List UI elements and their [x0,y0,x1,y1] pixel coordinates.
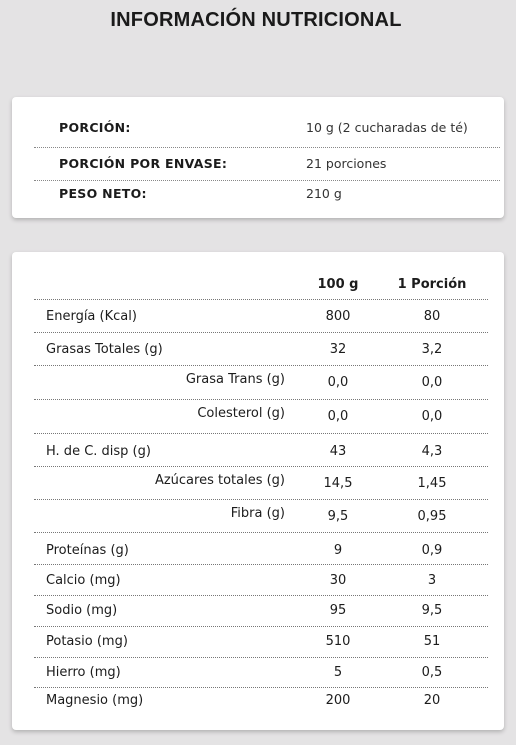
serving-row-per-package [34,147,500,181]
value-100g: 800 [325,309,351,324]
nutrient-label: Azúcares totales (g) [154,473,285,488]
value-portion: 51 [423,634,441,649]
separator [34,433,488,434]
separator [34,687,488,688]
separator [34,564,488,565]
value-100g: 0,0 [327,375,349,390]
value-100g: 32 [329,342,347,357]
value-100g: 30 [329,573,347,588]
serving-value: 21 porciones [306,156,387,171]
separator [34,532,488,533]
value-100g: 9 [333,543,343,558]
value-portion: 20 [423,693,441,708]
separator [34,332,488,333]
value-portion: 1,45 [417,476,447,491]
value-portion: 0,5 [421,665,443,680]
nutrient-label: Magnesio (mg) [46,693,144,708]
serving-row-net-weight [34,177,500,211]
separator [34,399,488,400]
separator [34,626,488,627]
value-100g: 9,5 [327,509,349,524]
separator [34,299,488,300]
value-100g: 14,5 [323,476,353,491]
serving-label: PORCIÓN: [59,120,131,135]
column-header-100g: 100 g [317,277,359,292]
value-portion: 4,3 [421,444,443,459]
page-title: INFORMACIÓN NUTRICIONAL [110,9,402,31]
value-100g: 43 [329,444,347,459]
value-portion: 0,95 [417,509,447,524]
serving-value: 10 g (2 cucharadas de té) [306,120,468,135]
value-100g: 510 [325,634,351,649]
separator [34,499,488,500]
value-portion: 0,9 [421,543,443,558]
value-100g: 200 [325,693,351,708]
separator [34,466,488,467]
serving-label: PESO NETO: [59,186,147,201]
column-header-portion: 1 Porción [397,277,467,292]
value-100g: 95 [329,603,347,618]
separator [34,657,488,658]
value-100g: 5 [333,665,343,680]
nutrient-label: H. de C. disp (g) [46,444,151,459]
nutrient-label: Hierro (mg) [46,665,121,680]
nutrient-label: Potasio (mg) [46,634,128,649]
value-portion: 0,0 [421,409,443,424]
nutrient-label: Energía (Kcal) [46,309,137,324]
nutrient-label: Colesterol (g) [197,406,285,421]
serving-info-card [12,97,504,218]
nutrient-label: Fibra (g) [230,506,285,521]
value-portion: 80 [423,309,441,324]
value-portion: 3 [427,573,437,588]
serving-row-portion [34,111,500,145]
serving-label: PORCIÓN POR ENVASE: [59,156,228,171]
value-portion: 9,5 [421,603,443,618]
value-100g: 0,0 [327,409,349,424]
nutrient-label: Grasas Totales (g) [46,342,163,357]
serving-value: 210 g [306,186,342,201]
separator [34,595,488,596]
separator [34,365,488,366]
nutrient-label: Proteínas (g) [46,543,129,558]
nutrient-label: Calcio (mg) [46,573,121,588]
value-portion: 3,2 [421,342,443,357]
nutrient-label: Sodio (mg) [46,603,118,618]
nutrient-label: Grasa Trans (g) [185,372,285,387]
nutrition-table-card [12,252,504,730]
value-portion: 0,0 [421,375,443,390]
